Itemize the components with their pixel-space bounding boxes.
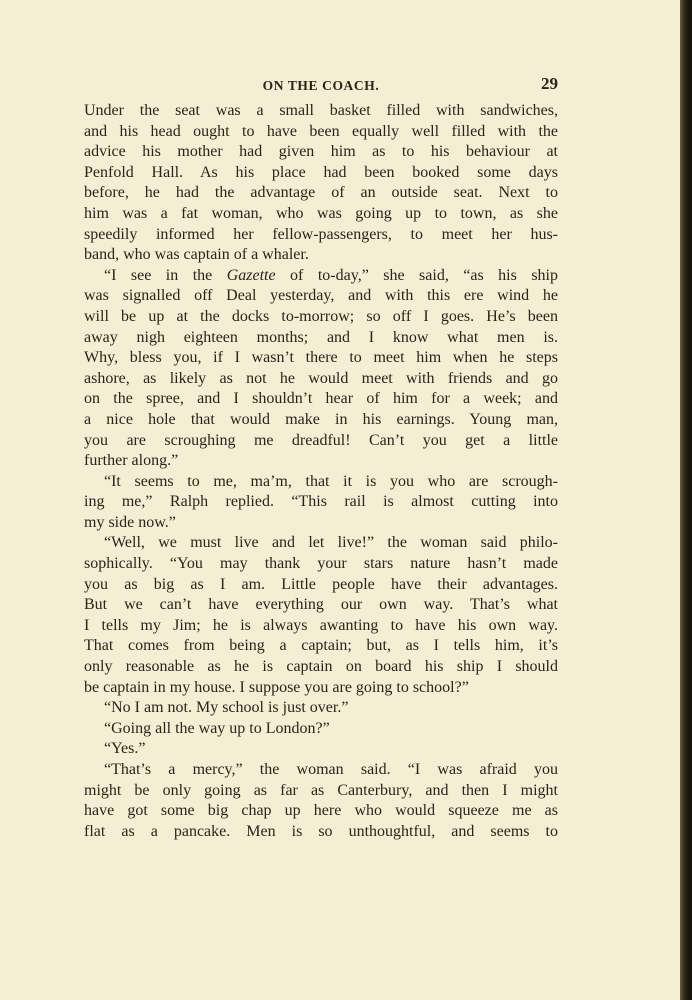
- text-line: I tells my Jim; he is always awanting to have his own way.: [84, 616, 558, 634]
- text-line: further along.”: [84, 452, 179, 470]
- page-number: 29: [541, 74, 558, 93]
- text-line: was signalled off Deal yesterday, and with this ere wind he: [84, 287, 558, 305]
- text-line: my side now.”: [84, 513, 176, 531]
- text-line: Penfold Hall. As his place had been booked some days: [84, 163, 558, 181]
- text-line: “Going all the way up to London?”: [104, 719, 330, 737]
- page-edge-shadow: [680, 0, 692, 1000]
- text-line: But we can’t have everything our own way. That’s what: [84, 596, 558, 614]
- text-line: “I see in the Gazette of to-day,” she said, “as his ship: [104, 266, 558, 284]
- text-line: have got some big chap up here who would squeeze me as: [84, 802, 558, 820]
- text-line: sophically. “You may thank your stars nature hasn’t made: [84, 555, 558, 573]
- text-line: speedily informed her fellow-passengers, to meet her hus-: [84, 225, 558, 243]
- text-line: a nice hole that would make in his earnings. Young man,: [84, 410, 558, 428]
- text-line: you as big as I am. Little people have their advantages.: [84, 575, 558, 593]
- text-line: only reasonable as he is captain on board his ship I should: [84, 658, 558, 676]
- text-line: That comes from being a captain; but, as I tells him, it’s: [84, 637, 558, 655]
- text-line: flat as a pancake. Men is so unthoughtful, and seems to: [84, 822, 558, 840]
- text-line: band, who was captain of a whaler.: [84, 246, 309, 264]
- text-line: be captain in my house. I suppose you are going to school?”: [84, 678, 469, 696]
- text-line: “Well, we must live and let live!” the woman said philo-: [104, 534, 558, 552]
- text-line: might be only going as far as Canterbury, and then I might: [84, 781, 558, 799]
- text-line: and his head ought to have been equally well filled with the: [84, 122, 558, 140]
- text-line: will be up at the docks to-morrow; so off I goes. He’s been: [84, 307, 558, 325]
- text-line: “It seems to me, ma’m, that it is you who are scrough-: [104, 472, 558, 490]
- body-text: [84, 101, 558, 842]
- text-line: “Yes.”: [104, 740, 146, 758]
- text-line: away nigh eighteen months; and I know what men is.: [84, 328, 558, 346]
- text-line: Under the seat was a small basket filled with sandwiches,: [84, 102, 558, 119]
- text-line: before, he had the advantage of an outside seat. Next to: [84, 184, 558, 202]
- text-line: “No I am not. My school is just over.”: [104, 699, 349, 717]
- text-line: him was a fat woman, who was going up to town, as she: [84, 204, 558, 222]
- running-title: ON THE COACH.: [262, 78, 380, 93]
- text-line: on the spree, and I shouldn’t hear of him for a week; and: [84, 390, 558, 408]
- text-line: you are scroughing me dreadful! Can’t you get a little: [84, 431, 558, 449]
- text-line: advice his mother had given him as to his behaviour at: [84, 143, 558, 161]
- text-line: ashore, as likely as not he would meet with friends and go: [84, 369, 558, 387]
- text-line: Why, bless you, if I wasn’t there to meet him when he steps: [84, 349, 558, 367]
- page-header: [84, 74, 558, 98]
- text-line: ing me,” Ralph replied. “This rail is almost cutting into: [84, 493, 558, 511]
- text-line: “That’s a mercy,” the woman said. “I was afraid you: [104, 761, 558, 778]
